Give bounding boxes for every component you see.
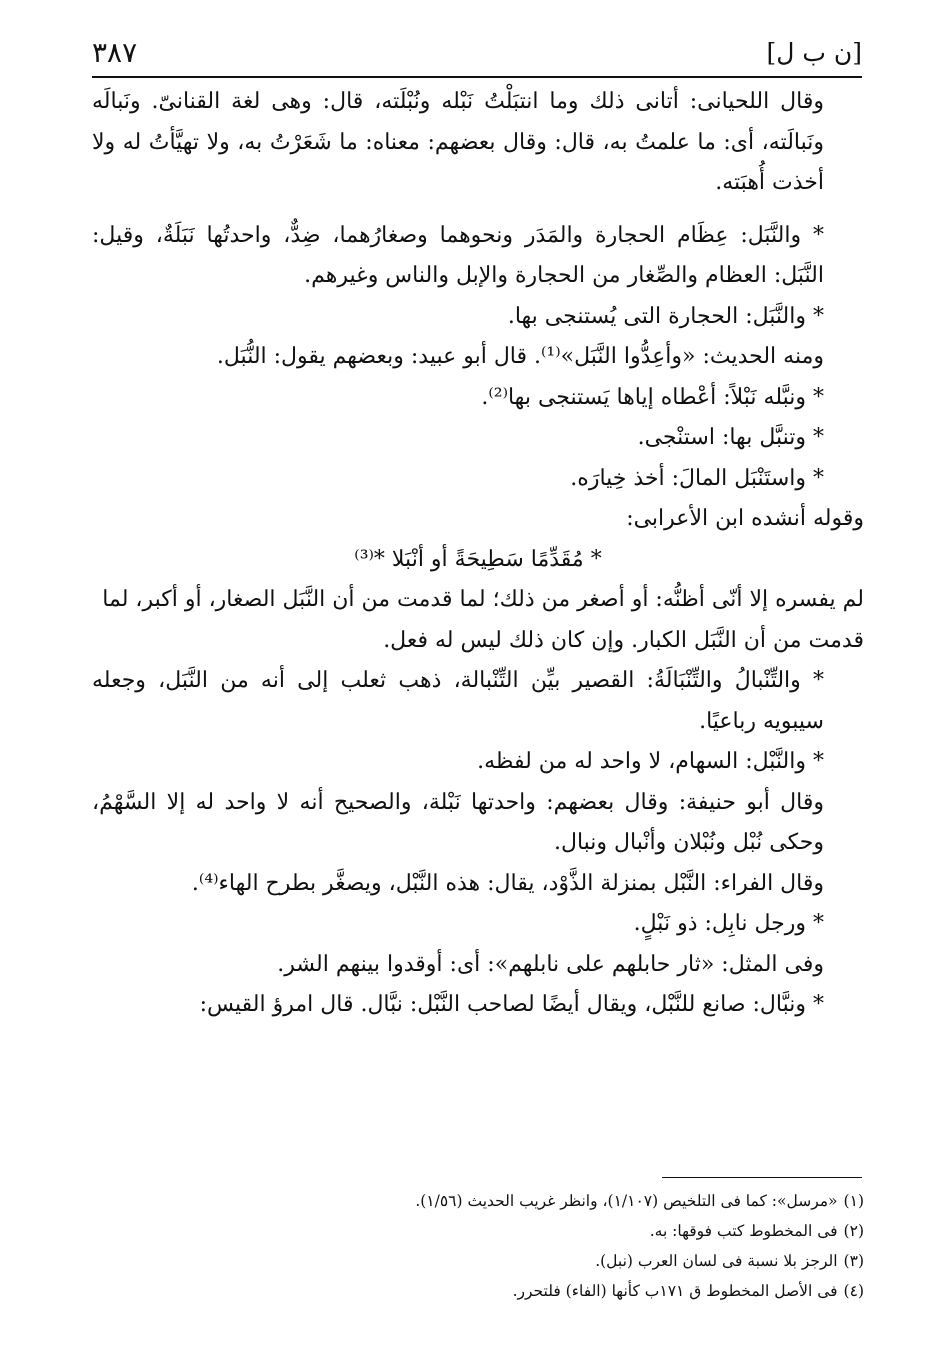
paragraph: * والنَّبَل: عِظَام الحجارة والمَدَر ونحوهما وصغارُهما، ضِدٌّ، واحدتُها نَبَلَةٌ، وقيل: النَّبَل: العظام والصِّغار من الحجارة والإبل والناس وغيرهم. xyxy=(92,222,824,288)
footnote xyxy=(92,1186,864,1216)
paragraph: لم يفسره إلا أنّى أظنُّه: أو أصغر من ذلك؛ لما قدمت من أن النَّبَل الصغار، أو أكبر، لما قدمت من أن النَّبَل الكبار. وإن كان ذلك ليس له فعل. xyxy=(102,587,864,653)
paragraph: وفى المثل: «ثار حابلهم على نابلهم»: أى: أوقدوا بينهم الشر. xyxy=(277,951,824,977)
paragraph: * والنَّبَل: الحجارة التى يُستنجى بها. xyxy=(507,303,824,329)
footnote-separator xyxy=(662,1177,862,1178)
paragraph: وقال أبو حنيفة: وقال بعضهم: واحدتها نَبْلة، والصحيح أنه لا واحد له إلا السَّهْمُ، وحكى نُبْل ونُبْلان وأنْبال ونبال. xyxy=(92,789,824,855)
footnotes xyxy=(92,1186,864,1306)
footnote xyxy=(92,1276,864,1306)
footnote-text: الرجز بلا نسبة فى لسان العرب (نبل). xyxy=(595,1252,838,1270)
main-text xyxy=(92,82,864,1026)
paragraph: * واستَنْبَل المالَ: أخذ خِيارَه. xyxy=(570,465,824,491)
paragraph: ومنه الحديث: «وأعِدُّوا النَّبَل»⁽¹⁾. قال أبو عبيد: وبعضهم يقول: النُّبَل. xyxy=(216,344,824,369)
footnote-text: «مرسل»: كما فى التلخيص (١/١٠٧)، وانظر غريب الحديث (١/٥٦). xyxy=(415,1192,838,1210)
paragraph: * ونبَّله نَبْلاً: أعْطاه إياها يَستنجى بها⁽²⁾. xyxy=(481,384,824,410)
paragraph: * والتِّنْبالُ والتِّنْبَالَةُ: القصير بيِّن التِّنْبالة، ذهب ثعلب إلى أنه من النَّبَل، وجعله سيبويه رباعيًا. xyxy=(92,668,824,734)
paragraph: * ونبَّال: صانع للنَّبْل، ويقال أيضًا لصاحب النَّبْل: نبَّال. قال امرؤ القيس: xyxy=(199,992,824,1017)
paragraph: وقال اللحيانى: أتانى ذلك وما انتبَلْتُ نَبْله ونُبْلَته، قال: وهى لغة القنانىّ. ونَبالَه ونَبالَته، أى: ما علمتُ به، قال: وقال بعضهم: معناه: ما شَعَرْتُ به، ولا تهيَّأتُ له ولا أخذت أُهبَته. xyxy=(92,89,824,195)
footnote-text: فى المخطوط كتب فوقها: به. xyxy=(649,1222,838,1240)
footnote xyxy=(92,1216,864,1246)
paragraph: وقوله أنشده ابن الأعرابى: xyxy=(626,506,864,531)
footnote xyxy=(92,1246,864,1276)
page-number: ٣٨٧ xyxy=(92,36,138,69)
footnote-number: (٤) xyxy=(843,1282,864,1300)
page-header xyxy=(92,32,862,78)
footnote-number: (٣) xyxy=(843,1252,864,1270)
verse-line: * مُقَدِّمًا سَطِيحَةً أو أنْبَلا *⁽³⁾ xyxy=(354,546,602,572)
paragraph: * ورجل نابِل: ذو نَبْلٍ. xyxy=(633,911,824,936)
paragraph: * والنَّبْل: السهام، لا واحد له من لفظه. xyxy=(477,749,824,774)
footnote-number: (٢) xyxy=(843,1222,864,1240)
footnote-text: فى الأصل المخطوط ق ١٧١ب كأنها (الفاء) فلتحرر. xyxy=(512,1282,838,1300)
footnote-number: (١) xyxy=(843,1192,864,1210)
paragraph: * وتنبَّل بها: استنْجى. xyxy=(637,425,824,450)
entry-root-title: [ن ب ل] xyxy=(766,38,862,67)
paragraph: وقال الفراء: النَّبْل بمنزلة الذَّوْد، يقال: هذه النَّبْل، ويصغَّر بطرح الهاء⁽⁴⁾. xyxy=(191,870,824,896)
